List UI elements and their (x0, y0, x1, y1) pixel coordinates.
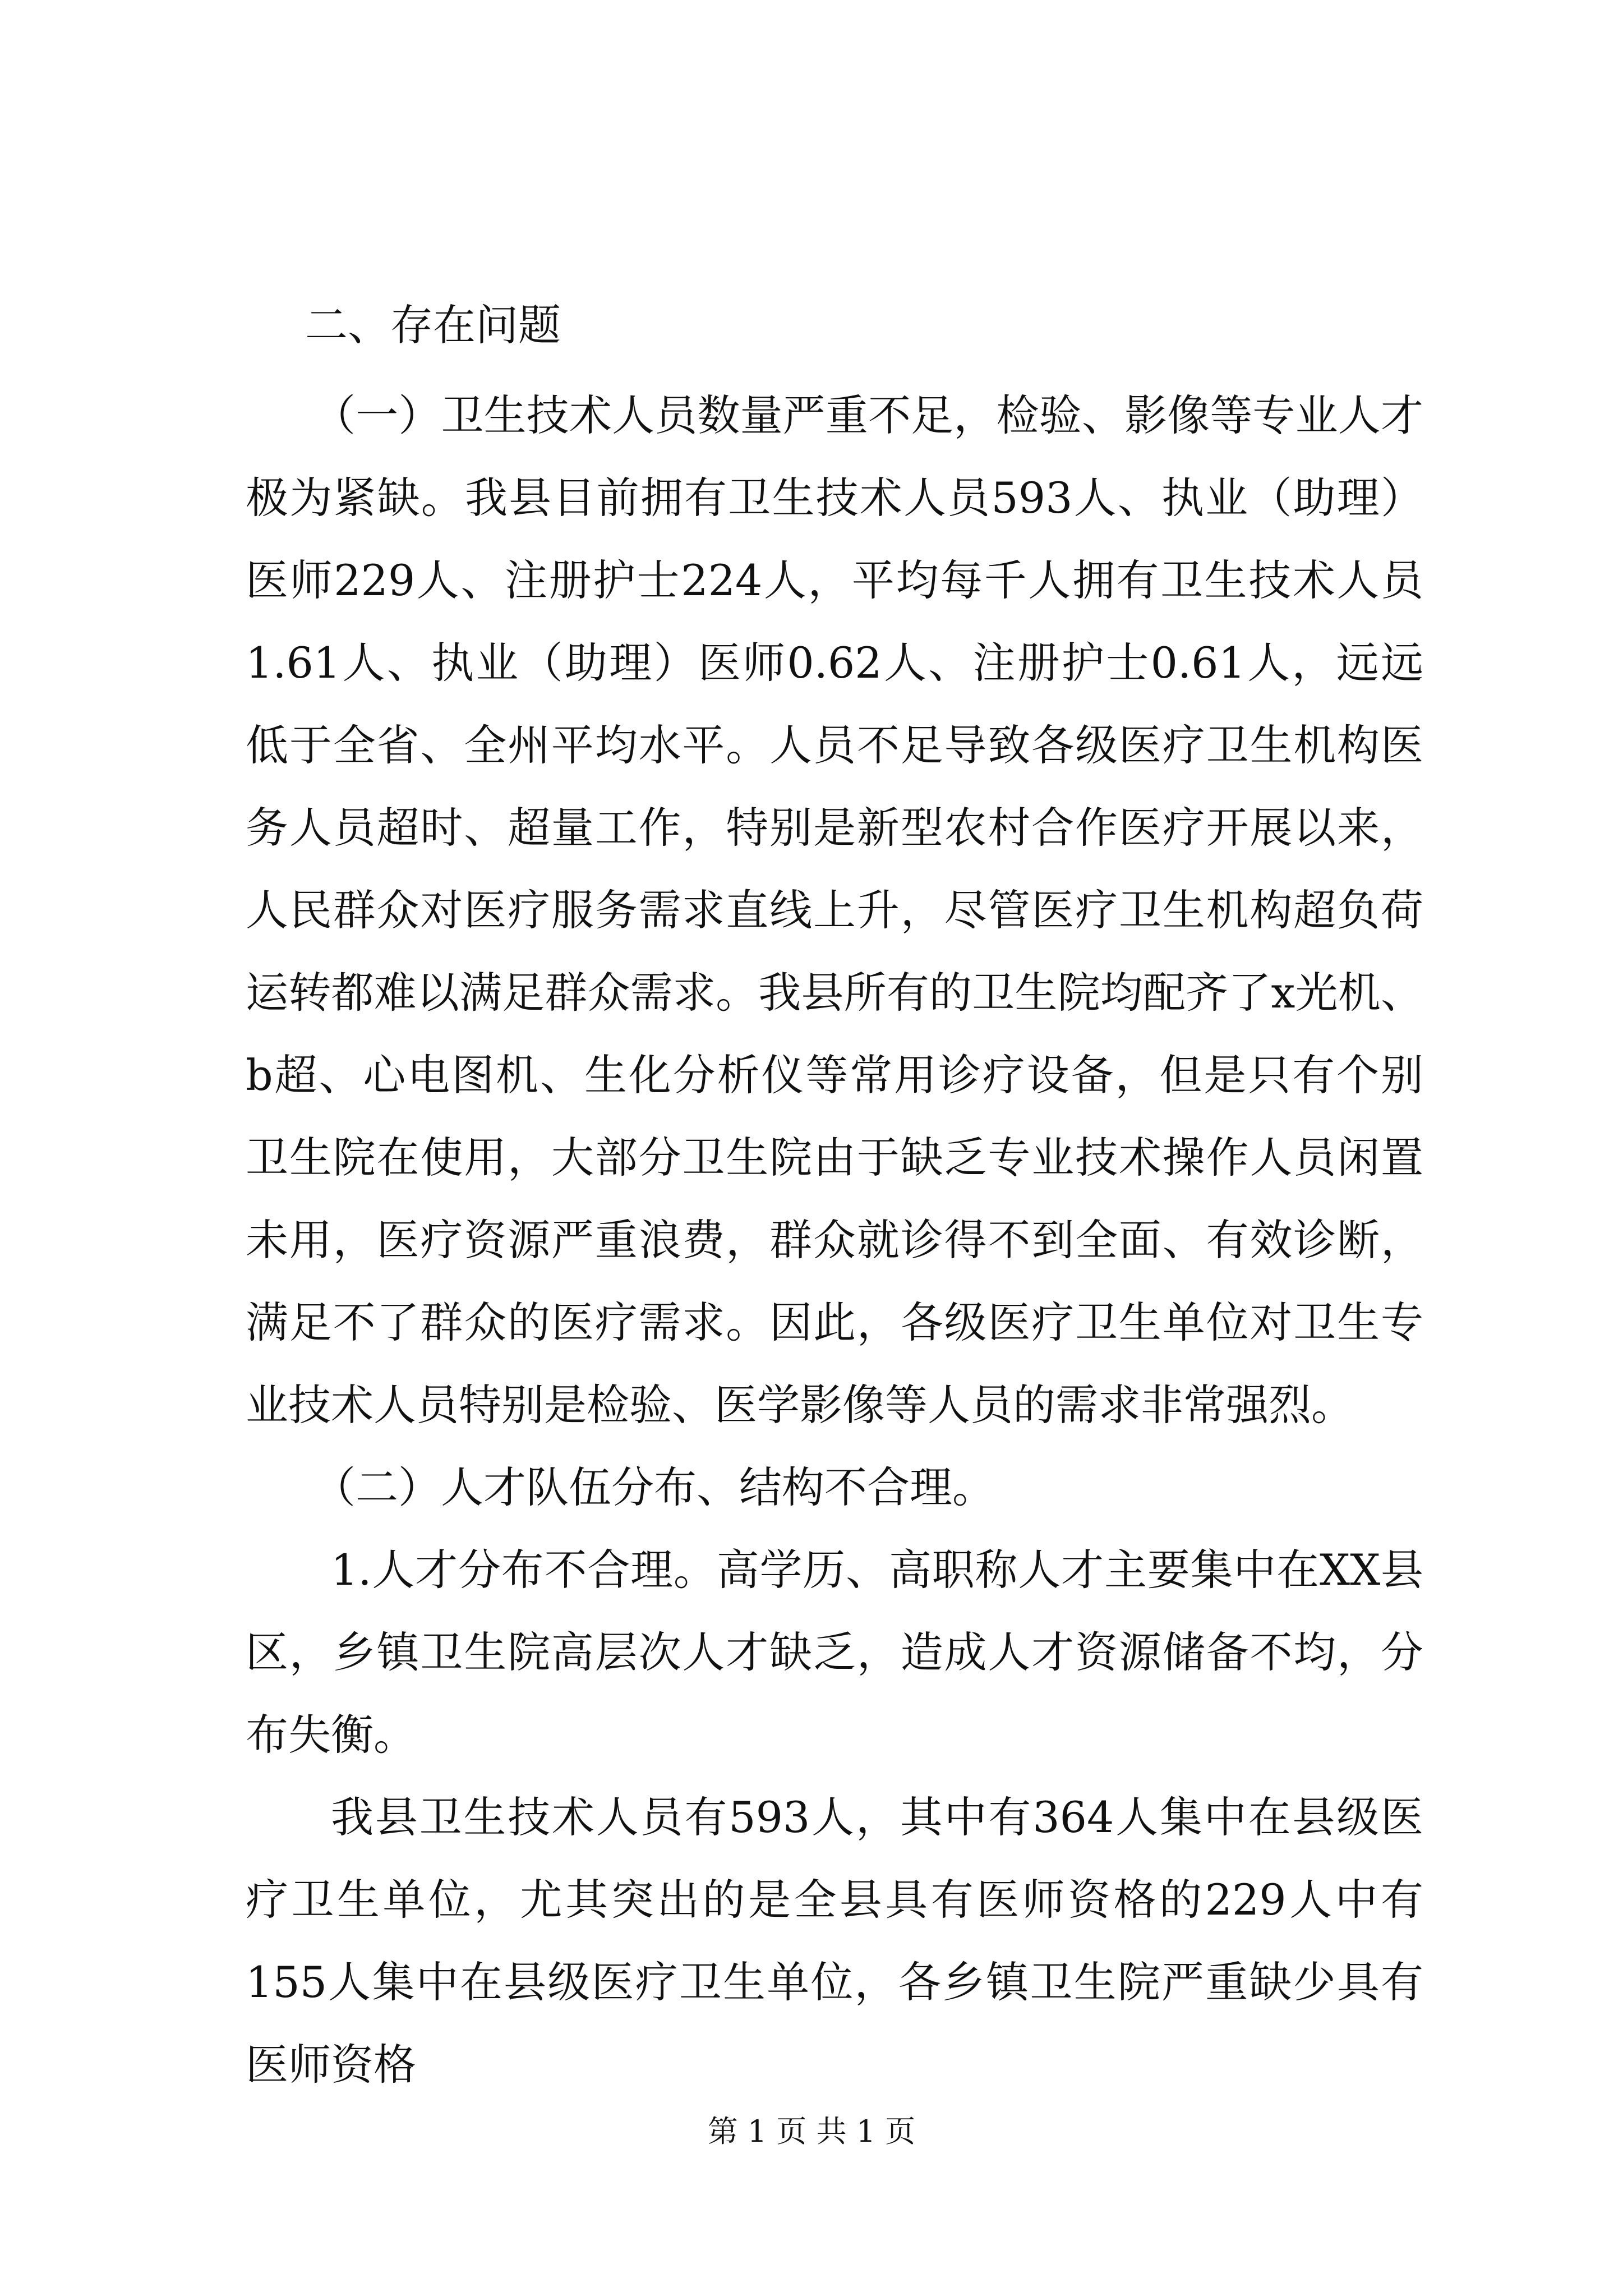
paragraph-staff-shortage: （一）卫生技术人员数量严重不足，检验、影像等专业人才极为紧缺。我县目前拥有卫生技术人员593人、执业（助理）医师229人、注册护士224人，平均每千人拥有卫生技术人员1.61人、执业（助理）医师0.62人、注册护士0.61人，远远低于全省、全州平均水平。人员不足导致各级医疗卫生机构医务人员超时、超量工作，特别是新型农村合作医疗开展以来，人民群众对医疗服务需求直线上升，尽管医疗卫生机构超负荷运转都难以满足群众需求。我县所有的卫生院均配齐了x光机、b超、心电图机、生化分析仪等常用诊疗设备，但是只有个别卫生院在使用，大部分卫生院由于缺乏专业技术操作人员闲置未用，医疗资源严重浪费，群众就诊得不到全面、有效诊断，满足不了群众的医疗需求。因此，各级医疗卫生单位对卫生专业技术人员特别是检验、医学影像等人员的需求非常强烈。 (246, 390, 1423, 1430)
paragraph-distribution-point: 1.人才分布不合理。高学历、高职称人才主要集中在XX县区，乡镇卫生院高层次人才缺乏，造成人才资源储备不均，分布失衡。 (246, 1545, 1423, 1760)
document-body (246, 292, 1423, 2106)
section-title: 二、存在问题 (305, 300, 561, 350)
page-footer: 第 1 页 共 1 页 (707, 2114, 916, 2149)
paragraph-county-staff: 我县卫生技术人员有593人，其中有364人集中在县级医疗卫生单位，尤其突出的是全县具有医师资格的229人中有155人集中在县级医疗卫生单位，各乡镇卫生院严重缺少具有医师资格 (246, 1792, 1423, 2090)
paragraph-distribution-heading: （二）人才队伍分布、结构不合理。 (313, 1462, 995, 1512)
